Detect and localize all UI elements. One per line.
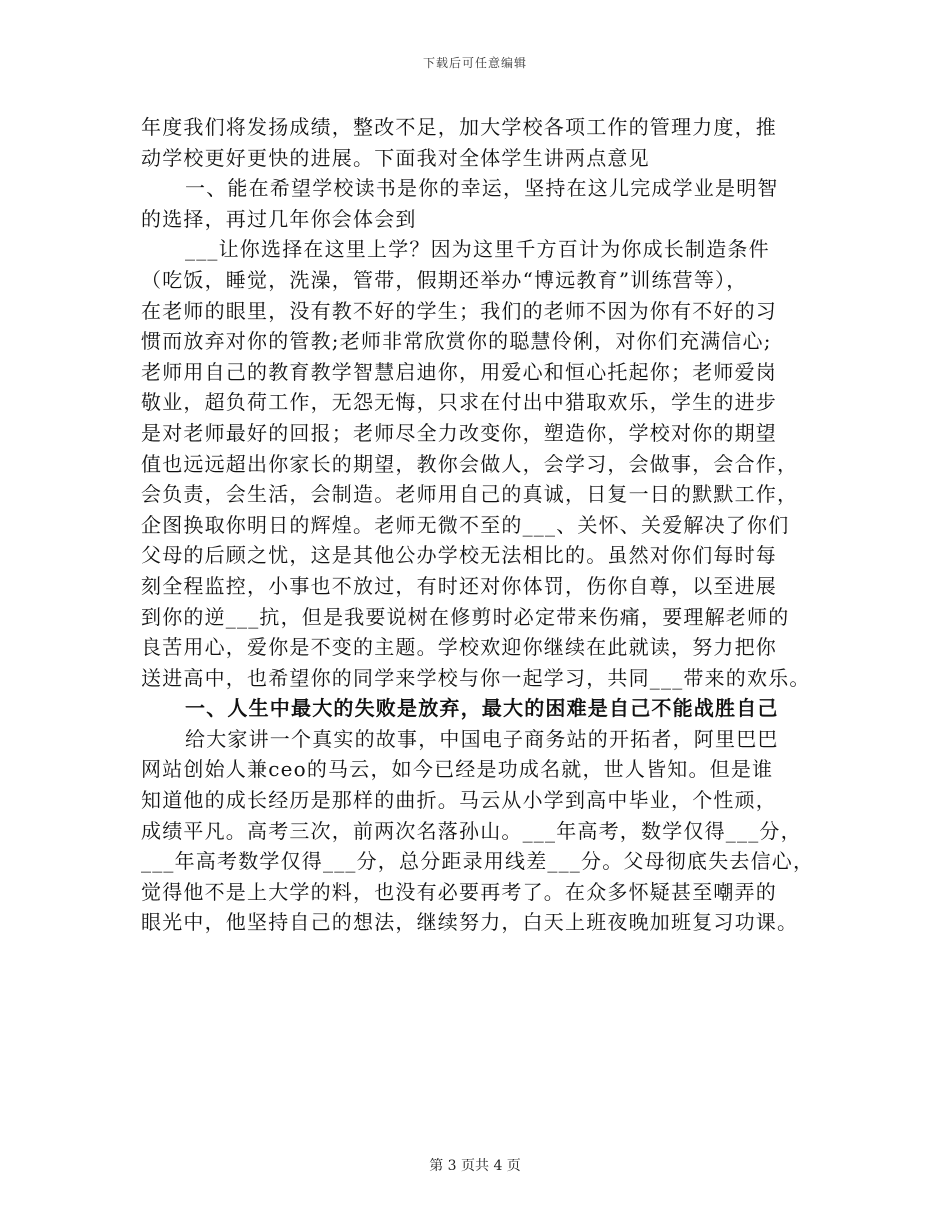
paragraph-line: 觉得他不是上大学的料，也没有必要再考了。在众多怀疑甚至嘲弄的 (141, 879, 777, 904)
paragraph-line: 刻全程监控，小事也不放过，有时还对你体罚，伤你自尊，以至进展 (141, 573, 777, 598)
paragraph-line: 会负责，会生活，会制造。老师用自己的真诚，日复一日的默默工作， (141, 482, 799, 507)
paragraph-line: 良苦用心，爱你是不变的主题。学校欢迎你继续在此就读，努力把你 (141, 635, 777, 660)
paragraph-line: 值也远远超出你家长的期望，教你会做人，会学习，会做事，会合作， (141, 451, 799, 476)
paragraph-line: 网站创始人兼ceo的马云，如今已经是功成名就，世人皆知。但是谁 (141, 757, 774, 782)
paragraph-line: 成绩平凡。高考三次，前两次名落孙山。___年高考，数学仅得___分， (141, 818, 802, 843)
paragraph-line: 年度我们将发扬成绩，整改不足，加大学校各项工作的管理力度，推 (141, 115, 777, 139)
paragraph-line: 眼光中，他坚持自己的想法，继续努力，白天上班夜晚加班复习功课。 (141, 910, 799, 935)
paragraph-line: 敬业，超负荷工作，无怨无悔，只求在付出中猎取欢乐，学生的进步 (141, 390, 777, 415)
paragraph-line: （吃饭，睡觉，洗澡，管带，假期还举办“博远教育”训练营等）， (141, 267, 748, 292)
document-body (141, 112, 826, 938)
paragraph-line: 的选择，再过几年你会体会到 (141, 206, 417, 231)
section-heading: 一、人生中最大的失败是放弃，最大的困难是自己不能战胜自己 (185, 696, 779, 721)
paragraph-line: 到你的逆___抗，但是我要说树在修剪时必定带来伤痛，要理解老师的 (141, 604, 790, 629)
paragraph-line: ___让你选择在这里上学？因为这里千方百计为你成长制造条件 (185, 237, 770, 262)
paragraph-line: 送进高中，也希望你的同学来学校与你一起学习，共同___带来的欢乐。 (141, 665, 811, 690)
paragraph-line: 动学校更好更快的进展。下面我对全体学生讲两点意见 (141, 145, 650, 170)
page-header: 下载后可任意编辑 (422, 56, 527, 70)
paragraph-line: 知道他的成长经历是那样的曲折。马云从小学到高中毕业，个性顽， (141, 788, 777, 813)
paragraph-line: 父母的后顾之忧，这是其他公办学校无法相比的。虽然对你们每时每 (141, 543, 777, 568)
paragraph-line: 老师用自己的教育教学智慧启迪你，用爱心和恒心托起你；老师爱岗 (141, 359, 777, 384)
paragraph-line: ___年高考数学仅得___分，总分距录用线差___分。父母彻底失去信心， (141, 849, 815, 874)
page-number-footer: 第 3 页共 4 页 (429, 1158, 521, 1174)
paragraph-line: 惯而放弃对你的管教;老师非常欣赏你的聪慧伶俐，对你们充满信心; (141, 329, 772, 354)
paragraph-line: 在老师的眼里，没有教不好的学生；我们的老师不因为你有不好的习 (141, 298, 777, 323)
paragraph-line: 给大家讲一个真实的故事，中国电子商务站的开拓者，阿里巴巴 (185, 726, 779, 751)
paragraph-line: 企图换取你明日的辉煌。老师无微不至的___、关怀、关爱解决了你们 (141, 512, 790, 537)
paragraph-line: 是对老师最好的回报；老师尽全力改变你，塑造你，学校对你的期望 (141, 420, 777, 445)
paragraph-line: 一、能在希望学校读书是你的幸运，坚持在这儿完成学业是明智 (185, 176, 779, 201)
